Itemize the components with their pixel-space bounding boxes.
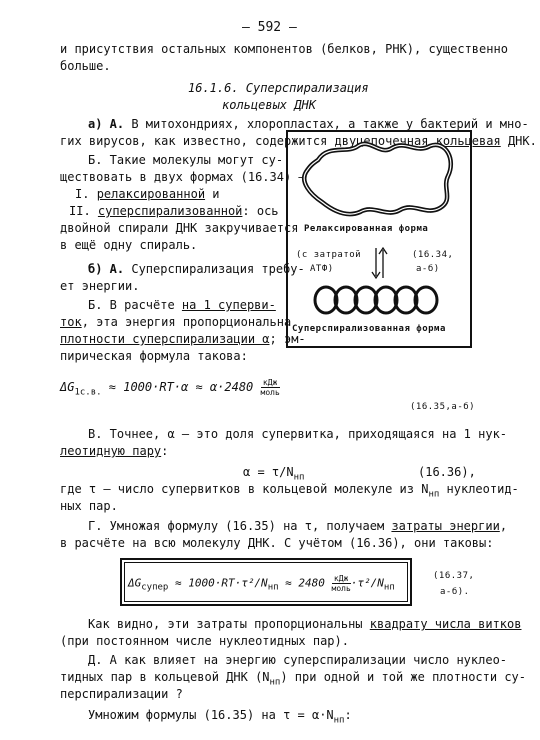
equation-symbol: ΔG xyxy=(60,380,75,394)
text-run: ) при одной и той же плотности су- xyxy=(280,670,526,684)
equation-body: ≈ 1000·RT·τ²/N xyxy=(168,576,268,590)
text-line xyxy=(88,298,276,312)
text-run: , эта энергия пропорциональна xyxy=(81,315,292,329)
text-line: двойной спирали ДНК закручивается xyxy=(60,221,299,235)
figure-ref: (16.34, xyxy=(412,250,454,260)
energy-note: АТФ) xyxy=(310,264,334,274)
energy-note: (с затратой xyxy=(296,250,362,260)
equation-subscript: нп xyxy=(293,472,305,483)
text-line: ет энергии. xyxy=(60,279,140,293)
text-line xyxy=(60,670,526,687)
paragraph-a xyxy=(88,117,529,131)
underlined-term: затраты энергии xyxy=(391,519,500,533)
equation-body: ·τ²/N xyxy=(350,576,384,590)
relaxed-form-label: Релаксированная форма xyxy=(304,224,429,234)
text-line: ществовать в двух формах (16.34) – xyxy=(60,170,306,184)
text-run: ДНК. xyxy=(500,134,537,148)
underlined-term: кольцевая xyxy=(435,134,501,148)
text-subscript: нп xyxy=(333,715,345,726)
text-run: : xyxy=(344,708,352,722)
equation-subscript: 1с.в. xyxy=(74,387,102,398)
unit-denominator: моль xyxy=(331,584,351,593)
text-run: Б. В расчёте xyxy=(88,298,182,312)
text-line: в расчёте на всю молекулу ДНК. С учётом (16.36), они таковы: xyxy=(60,536,494,550)
underlined-term: квадрату числа витков xyxy=(369,617,522,631)
text-run: , xyxy=(499,519,508,533)
equation-subscript: нп xyxy=(383,582,395,593)
dna-figure xyxy=(286,130,472,348)
text-line: (при постоянном числе нуклеотидных пар). xyxy=(60,634,349,648)
section-heading: кольцевых ДНК xyxy=(222,98,316,112)
text-run: Как видно, эти затраты пропорциональны xyxy=(88,617,370,631)
text-line xyxy=(60,482,519,499)
text-line: в ещё одну спираль. xyxy=(60,238,198,252)
text-run: В митохондриях, хлоропластах, а также у бактерий и мно- xyxy=(124,117,529,131)
equation-16-37 xyxy=(128,574,395,593)
text-run: I. xyxy=(75,187,97,201)
underlined-term: суперспирализованной xyxy=(97,204,243,218)
equation-ref: а-б). xyxy=(440,587,470,597)
text-line: В. Точнее, α – это доля супервитка, приходящаяся на 1 нук- xyxy=(88,427,508,441)
paragraph-label: а) А. xyxy=(88,117,125,131)
relaxed-dna-loop xyxy=(288,132,470,222)
text-line: и присутствия остальных компонентов (белков, РНК), существенно xyxy=(60,42,508,56)
unit-denominator: моль xyxy=(260,388,280,397)
supercoiled-dna xyxy=(288,282,470,318)
equation-subscript: нп xyxy=(267,582,279,593)
text-line xyxy=(75,187,220,201)
underlined-term: плотности суперспирализации α xyxy=(60,332,270,346)
text-line xyxy=(60,332,306,346)
text-line xyxy=(69,204,279,218)
text-line: перспирализации ? xyxy=(60,687,183,701)
equation-body: ≈ 2480 xyxy=(278,576,325,590)
text-run: гих вирусов, как известно, содержится двуцепочечная xyxy=(60,134,436,148)
text-run: нуклеотид- xyxy=(439,482,519,496)
text-line xyxy=(60,315,291,329)
text-run: : ось xyxy=(242,204,279,218)
equation-subscript: супер xyxy=(141,582,169,593)
equation-body: ≈ 1000·RT·α ≈ α·2480 xyxy=(101,380,254,394)
text-line: Д. А как влияет на энергию суперспирализации число нуклео- xyxy=(88,653,508,667)
equation-16-35 xyxy=(60,378,280,397)
unit-numerator: кДж xyxy=(332,574,351,584)
equation-ref: (16.35,а-б) xyxy=(410,402,476,412)
text-line: Б. Такие молекулы могут су- xyxy=(88,153,284,167)
underlined-term: леотидную пару xyxy=(60,444,162,458)
transition-arrows xyxy=(370,246,390,280)
text-run: и xyxy=(205,187,220,201)
text-line xyxy=(88,617,521,631)
underlined-term: релаксированной xyxy=(96,187,206,201)
text-subscript: нп xyxy=(428,489,440,500)
text-run: II. xyxy=(69,204,98,218)
equation-ref: (16.37, xyxy=(433,571,475,581)
paragraph-b xyxy=(88,262,305,276)
text-line xyxy=(88,708,352,725)
text-subscript: нп xyxy=(269,677,281,688)
unit-numerator: кДж xyxy=(261,378,280,388)
text-line: пирическая формула такова: xyxy=(60,349,248,363)
text-line xyxy=(88,519,507,533)
text-run: Г. Умножая формулу (16.35) на τ, получаем xyxy=(88,519,392,533)
supercoiled-form-label: Суперспирализованная форма xyxy=(292,324,446,334)
text-line xyxy=(60,444,168,458)
text-run: где τ – число супервитков в кольцевой молекуле из N xyxy=(60,482,429,496)
text-run: Суперспирализация требу- xyxy=(124,262,305,276)
section-heading: 16.1.6. Суперспирализация xyxy=(188,81,369,95)
page-number: – 592 – xyxy=(242,20,297,35)
equation-ref: (16.36), xyxy=(418,465,476,479)
underlined-term: ток xyxy=(60,315,82,329)
text-line: ных пар. xyxy=(60,499,118,513)
unit-fraction xyxy=(261,378,280,397)
equation-body: α = τ/N xyxy=(243,465,294,479)
unit-fraction xyxy=(332,574,351,593)
text-run: тидных пар в кольцевой ДНК (N xyxy=(60,670,270,684)
equation-symbol: ΔG xyxy=(128,576,142,590)
text-run: ; эм- xyxy=(269,332,306,346)
equation-16-36 xyxy=(243,465,304,482)
underlined-term: на 1 суперви- xyxy=(181,298,276,312)
text-run: Умножим формулы (16.35) на τ = α·N xyxy=(88,708,334,722)
paragraph-label: б) А. xyxy=(88,262,125,276)
figure-ref: а-б) xyxy=(416,264,440,274)
text-run: : xyxy=(161,444,169,458)
text-line: больше. xyxy=(60,59,111,73)
